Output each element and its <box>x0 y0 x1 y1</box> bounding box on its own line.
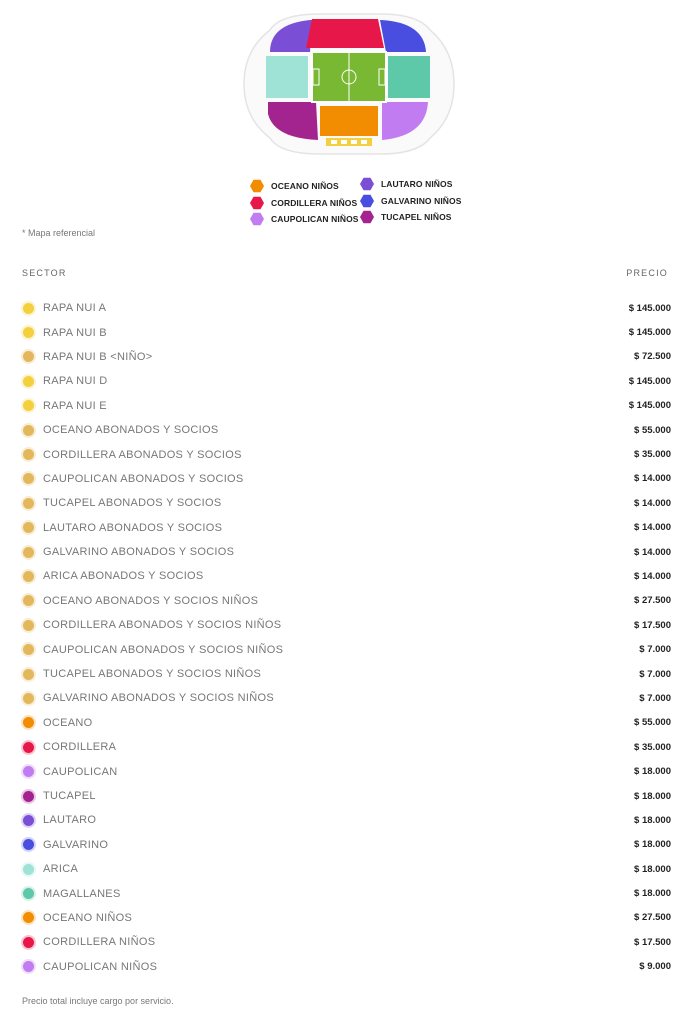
sector-color-dot <box>23 595 34 606</box>
row-sector <box>22 424 219 436</box>
row-sector <box>22 570 204 582</box>
sector-color-dot <box>23 717 34 728</box>
row-sector <box>22 741 116 753</box>
legend-label: OCEANO NIÑOS <box>271 181 339 191</box>
sector-name: GALVARINO ABONADOS Y SOCIOS NIÑOS <box>43 692 274 705</box>
sector-color-dot <box>23 571 34 582</box>
hexagon-icon <box>360 177 374 191</box>
sector-name: TUCAPEL ABONADOS Y SOCIOS NIÑOS <box>43 668 262 681</box>
sector-color-dot <box>23 376 34 387</box>
table-row[interactable] <box>22 418 671 442</box>
sector-price: $ 18.000 <box>634 766 671 778</box>
row-sector <box>22 790 96 802</box>
hexagon-icon <box>250 179 264 193</box>
sector-price: $ 18.000 <box>634 790 671 802</box>
row-sector <box>22 668 261 680</box>
sector-name: CAUPOLICAN ABONADOS Y SOCIOS NIÑOS <box>43 643 284 656</box>
legend-item-tucapel-ninos <box>360 209 452 225</box>
table-row[interactable] <box>22 833 671 857</box>
table-row[interactable] <box>22 686 671 710</box>
row-sector <box>22 351 152 363</box>
sector-name: OCEANO <box>43 716 93 729</box>
sector-name: RAPA NUI B <NIÑO> <box>43 350 153 363</box>
stadium-map[interactable] <box>240 10 458 158</box>
sector-color-dot <box>23 522 34 533</box>
sector-color-dot <box>23 620 34 631</box>
sector-color-dot <box>23 864 34 875</box>
sector-color-dot <box>23 742 34 753</box>
sector-color-dot <box>23 473 34 484</box>
sector-price: $ 17.500 <box>634 936 671 948</box>
legend-label: CORDILLERA NIÑOS <box>271 198 358 208</box>
rapa-nui-divider <box>341 140 347 144</box>
hexagon-icon <box>360 210 374 224</box>
sector-price: $ 72.500 <box>634 351 671 363</box>
sector-name: TUCAPEL <box>43 790 96 802</box>
table-row[interactable] <box>22 345 671 369</box>
table-row[interactable] <box>22 394 671 418</box>
sector-color-dot <box>23 400 34 411</box>
sector-price: $ 9.000 <box>639 961 671 973</box>
legend-item-galvarino-ninos <box>360 193 462 209</box>
legend-item-oceano-ninos <box>250 178 339 194</box>
sector-color-dot <box>23 961 34 972</box>
sector-name: ARICA ABONADOS Y SOCIOS <box>43 570 204 583</box>
table-row[interactable] <box>22 906 671 930</box>
sector-name: OCEANO ABONADOS Y SOCIOS <box>43 424 219 437</box>
sector-color-dot <box>23 669 34 680</box>
price-header: PRECIO <box>626 268 668 278</box>
row-sector <box>22 961 157 973</box>
table-row[interactable] <box>22 589 671 613</box>
sector-color-dot <box>23 888 34 899</box>
row-sector <box>22 302 106 314</box>
sector-price: $ 14.000 <box>634 522 671 534</box>
sector-price: $ 14.000 <box>634 546 671 558</box>
sector-name: GALVARINO <box>43 838 109 851</box>
sector-price: $ 17.500 <box>634 619 671 631</box>
sector-oceano[interactable] <box>320 106 378 136</box>
row-sector <box>22 936 155 948</box>
map-note: * Mapa referencial <box>22 228 96 238</box>
row-sector <box>22 327 107 339</box>
table-row[interactable] <box>22 808 671 832</box>
sector-price: $ 14.000 <box>634 473 671 485</box>
rapa-nui-divider <box>351 140 357 144</box>
sector-price: $ 14.000 <box>634 497 671 509</box>
sector-name: RAPA NUI E <box>43 399 107 412</box>
table-row[interactable] <box>22 442 671 466</box>
sector-color-dot <box>23 693 34 704</box>
sector-color-dot <box>23 791 34 802</box>
sector-name: ARICA <box>43 863 79 876</box>
row-sector <box>22 644 283 656</box>
sector-name: RAPA NUI A <box>43 302 107 315</box>
sector-name: OCEANO NIÑOS <box>43 911 133 924</box>
sector-price: $ 18.000 <box>634 839 671 851</box>
table-row[interactable] <box>22 369 671 393</box>
legend-label: LAUTARO NIÑOS <box>381 179 453 189</box>
footer-note: Precio total incluye cargo por servicio. <box>22 996 174 1006</box>
sector-color-dot <box>23 912 34 923</box>
row-sector <box>22 449 242 461</box>
sector-cordillera[interactable] <box>306 19 384 48</box>
sector-name: LAUTARO <box>43 814 97 827</box>
sector-name: CAUPOLICAN ABONADOS Y SOCIOS <box>43 472 244 485</box>
table-row[interactable] <box>22 613 671 637</box>
row-sector <box>22 400 107 412</box>
sector-color-dot <box>23 766 34 777</box>
sector-name: CORDILLERA NIÑOS <box>43 936 156 949</box>
row-sector <box>22 912 132 924</box>
sector-color-dot <box>23 303 34 314</box>
table-row[interactable] <box>22 637 671 661</box>
rapa-nui-divider <box>361 140 367 144</box>
sector-name: LAUTARO ABONADOS Y SOCIOS <box>43 521 223 534</box>
sector-color-dot <box>23 498 34 509</box>
sector-arica[interactable] <box>266 56 308 98</box>
sector-name: RAPA NUI D <box>43 375 108 388</box>
table-row[interactable] <box>22 296 671 320</box>
sector-price: $ 27.500 <box>634 595 671 607</box>
sector-name: RAPA NUI B <box>43 326 107 339</box>
row-sector <box>22 546 234 558</box>
sector-name: MAGALLANES <box>43 887 121 900</box>
sector-color-dot <box>23 425 34 436</box>
hexagon-icon <box>250 212 264 226</box>
row-sector <box>22 814 96 826</box>
sector-price: $ 35.000 <box>634 449 671 461</box>
row-sector <box>22 497 221 509</box>
table-row[interactable] <box>22 735 671 759</box>
sector-color-dot <box>23 547 34 558</box>
sector-magallanes[interactable] <box>388 56 430 98</box>
sector-name: OCEANO ABONADOS Y SOCIOS NIÑOS <box>43 594 259 607</box>
sector-color-dot <box>23 351 34 362</box>
row-sector <box>22 619 281 631</box>
sector-price: $ 18.000 <box>634 863 671 875</box>
table-row[interactable] <box>22 540 671 564</box>
row-sector <box>22 839 108 851</box>
legend-label: GALVARINO NIÑOS <box>381 196 462 206</box>
sector-color-dot <box>23 327 34 338</box>
table-row[interactable] <box>22 491 671 515</box>
sector-color-dot <box>23 815 34 826</box>
row-sector <box>22 766 118 778</box>
sector-price: $ 7.000 <box>639 692 671 704</box>
sector-price: $ 7.000 <box>639 668 671 680</box>
legend-item-caupolican-ninos <box>250 211 359 227</box>
sector-price: $ 145.000 <box>628 400 671 412</box>
legend-item-lautaro-ninos <box>360 176 453 192</box>
sector-name: CAUPOLICAN NIÑOS <box>43 960 158 973</box>
table-row[interactable] <box>22 955 671 979</box>
sector-name: CAUPOLICAN <box>43 765 118 778</box>
table-row[interactable] <box>22 930 671 954</box>
table-header <box>22 268 668 280</box>
row-sector <box>22 595 258 607</box>
sector-price: $ 145.000 <box>628 327 671 339</box>
map-legend <box>250 176 480 226</box>
sector-name: CORDILLERA <box>43 741 117 754</box>
sector-name: CORDILLERA ABONADOS Y SOCIOS NIÑOS <box>43 619 282 632</box>
legend-label: CAUPOLICAN NIÑOS <box>271 214 359 224</box>
table-row[interactable] <box>22 711 671 735</box>
table-row[interactable] <box>22 564 671 588</box>
row-sector <box>22 375 108 387</box>
sector-price: $ 145.000 <box>628 375 671 387</box>
sector-name: TUCAPEL ABONADOS Y SOCIOS <box>43 497 222 510</box>
sector-price: $ 145.000 <box>628 302 671 314</box>
sector-name: CORDILLERA ABONADOS Y SOCIOS <box>43 448 242 461</box>
rapa-nui-divider <box>331 140 337 144</box>
sector-price: $ 27.500 <box>634 912 671 924</box>
row-sector <box>22 692 274 704</box>
sector-color-dot <box>23 644 34 655</box>
legend-item-cordillera-ninos <box>250 195 357 211</box>
hexagon-icon <box>250 196 264 210</box>
price-list <box>22 296 671 979</box>
hexagon-icon <box>360 194 374 208</box>
row-sector <box>22 717 92 729</box>
sector-price: $ 14.000 <box>634 570 671 582</box>
sector-color-dot <box>23 839 34 850</box>
row-sector <box>22 863 78 875</box>
sector-price: $ 35.000 <box>634 741 671 753</box>
sector-name: GALVARINO ABONADOS Y SOCIOS <box>43 546 235 559</box>
row-sector <box>22 888 121 900</box>
table-row[interactable] <box>22 320 671 344</box>
sector-color-dot <box>23 937 34 948</box>
table-row[interactable] <box>22 467 671 491</box>
sector-price: $ 7.000 <box>639 644 671 656</box>
table-row[interactable] <box>22 662 671 686</box>
sector-price: $ 55.000 <box>634 424 671 436</box>
table-row[interactable] <box>22 516 671 540</box>
sector-price: $ 55.000 <box>634 717 671 729</box>
sector-price: $ 18.000 <box>634 888 671 900</box>
sector-color-dot <box>23 449 34 460</box>
sector-price: $ 18.000 <box>634 814 671 826</box>
sector-header: SECTOR <box>22 268 67 278</box>
table-row[interactable] <box>22 784 671 808</box>
table-row[interactable] <box>22 881 671 905</box>
row-sector <box>22 473 244 485</box>
table-row[interactable] <box>22 759 671 783</box>
table-row[interactable] <box>22 857 671 881</box>
row-sector <box>22 522 222 534</box>
legend-label: TUCAPEL NIÑOS <box>381 212 452 222</box>
